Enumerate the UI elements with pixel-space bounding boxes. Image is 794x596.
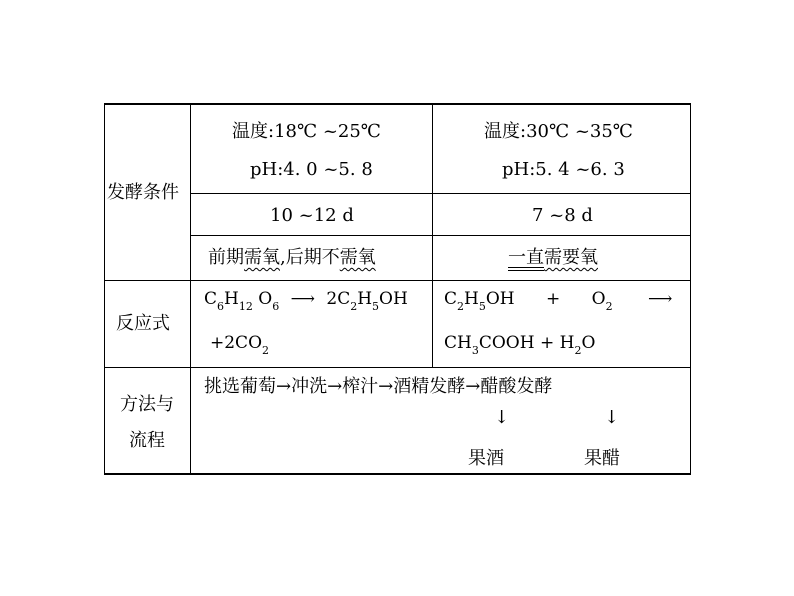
- table-hline-2: [190, 235, 690, 236]
- table-vline-mid: [432, 105, 433, 367]
- oxygen-wine-p4: 不: [321, 247, 340, 268]
- time-wine: 10 ~12 d: [270, 205, 354, 226]
- method-header-line1: 方法与: [120, 394, 174, 415]
- oxygen-wine-p2: 需氧: [244, 247, 280, 268]
- ph-vinegar: pH:5. 4 ~6. 3: [502, 159, 625, 180]
- oxygen-vinegar-p2: 需要氧: [544, 247, 598, 268]
- ph-wine: pH:4. 0 ~5. 8: [250, 159, 373, 180]
- temperature-wine: 温度:18℃ ~25℃: [232, 121, 381, 142]
- oxygen-wine: [208, 249, 376, 267]
- temperature-vinegar: 温度:30℃ ~35℃: [484, 121, 633, 142]
- table-hline-4: [104, 367, 690, 368]
- equation-wine-line1: $C_6H_{12}$ $O_6$ ⟶ $2C_2H_5OH$: [204, 289, 408, 313]
- equation-wine-line2: $+2CO_2$: [210, 333, 270, 357]
- oxygen-vinegar: [508, 249, 598, 267]
- reaction-header: 反应式: [116, 313, 170, 334]
- equation-vinegar-line1: $C_2H_5OH + O_2$ ⟶: [444, 289, 673, 313]
- table-vline-header: [190, 105, 191, 473]
- table-hline-3: [104, 280, 690, 281]
- time-vinegar: 7 ~8 d: [532, 205, 593, 226]
- down-arrow-wine: ↓: [494, 407, 510, 428]
- fermentation-header: 发酵条件: [107, 182, 179, 203]
- oxygen-wine-p1: 前期: [208, 247, 244, 268]
- oxygen-vinegar-p1: 一直: [508, 247, 544, 268]
- oxygen-wine-p3: ,后期: [280, 247, 322, 268]
- down-arrow-vinegar: ↓: [604, 407, 620, 428]
- process-flow: 挑选葡萄→冲洗→榨汁→酒精发酵→醋酸发酵: [204, 376, 553, 397]
- product-wine: 果酒: [468, 448, 504, 469]
- comparison-table: [104, 103, 691, 475]
- oxygen-wine-p5: 需氧: [339, 247, 376, 268]
- product-vinegar: 果醋: [584, 448, 620, 469]
- table-vline-right: [690, 105, 691, 473]
- table-hline-1: [190, 193, 690, 194]
- table-vline-left: [104, 105, 105, 473]
- equation-vinegar-line2: $CH_3COOH + H_2O$: [444, 333, 596, 357]
- method-header-line2: 流程: [129, 430, 165, 451]
